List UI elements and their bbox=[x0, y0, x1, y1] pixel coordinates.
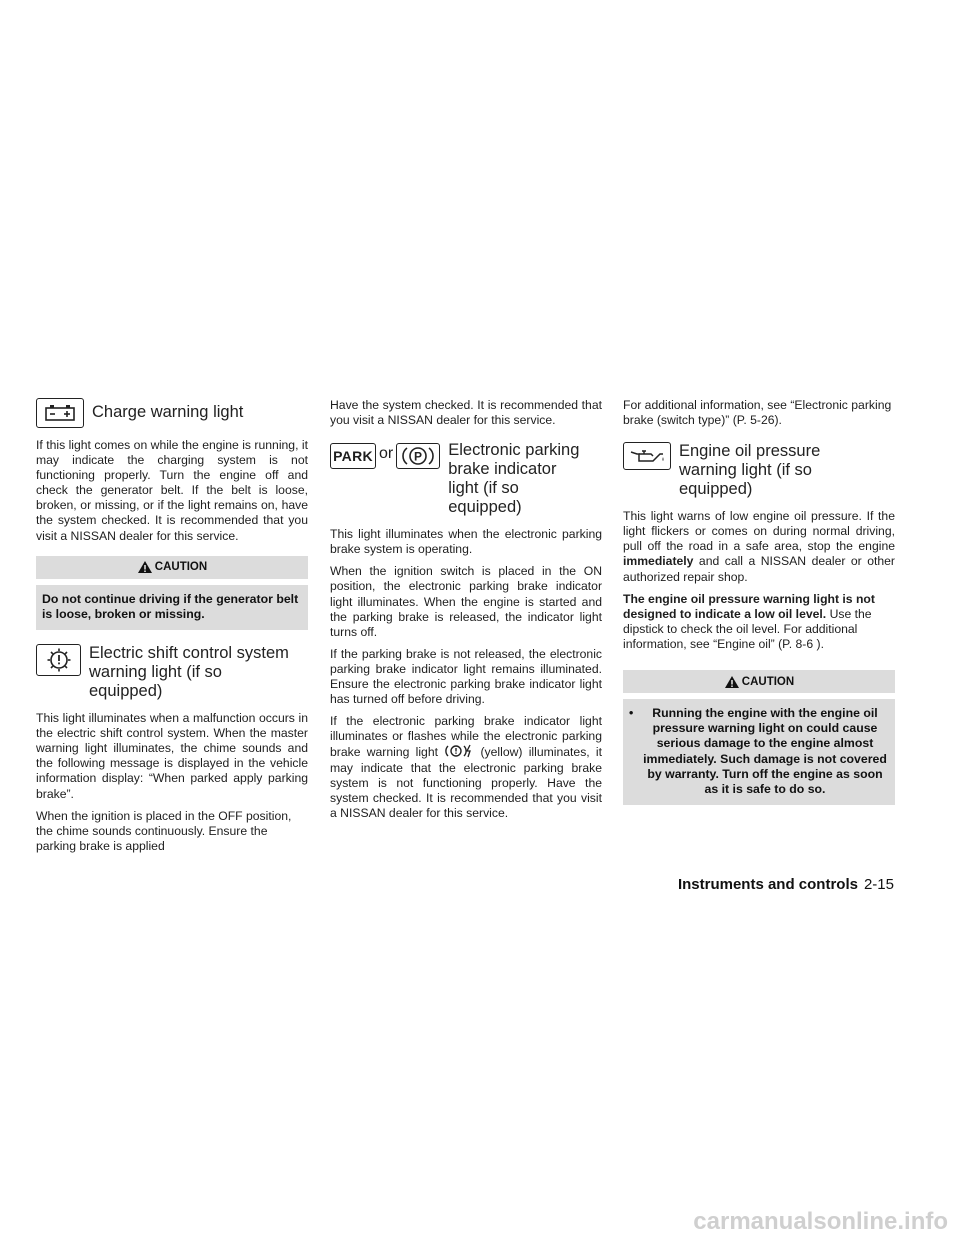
oil-para-1-bold: immediately bbox=[623, 554, 694, 569]
shift-title-line1: Electric shift control system bbox=[89, 644, 289, 663]
oil-heading bbox=[623, 442, 895, 499]
epb-para-4b: (yellow) illuminates, it may indicate that the electronic parking brake system is not functioning properly. Have the system checked. It is recommended that you visit a NISSAN dealer for this service. bbox=[330, 745, 603, 820]
oil-title-line2: warning light (if so bbox=[679, 461, 812, 480]
page-number: 2-15 bbox=[863, 876, 894, 893]
shift-heading bbox=[36, 644, 308, 701]
epb-para-3: If the parking brake is not released, the electronic parking brake indicator light remains illuminated. Ensure the electronic parking brake indicator light has turned off before driving. bbox=[330, 646, 602, 707]
caution-label: CAUTION bbox=[154, 561, 208, 574]
oil-title-line1: Engine oil pressure bbox=[679, 442, 821, 461]
epb-para-4 bbox=[330, 714, 602, 821]
charge-body: If this light comes on while the engine is running, it may indicate the charging system is not functioning properly. Turn the engine off and check the generator belt. If the belt is loose, broken, or missing, or if the light remains on, have the system checked. It is recommended that you visit a NISSAN dealer for this service. bbox=[36, 438, 308, 543]
shift-para-2: When the ignition is placed in the OFF position, the chime sounds continuously. Ensure the parking brake is applied bbox=[36, 808, 292, 853]
watermark: carmanualsonline.info bbox=[693, 1208, 948, 1235]
caution-header bbox=[36, 556, 308, 579]
epb-title-line1: Electronic parking bbox=[448, 441, 580, 460]
charge-title: Charge warning light bbox=[92, 403, 244, 421]
col3-intro: For additional information, see “Electronic parking brake (switch type)” (P. 5-26). bbox=[623, 398, 892, 428]
epb-para-4a: If the electronic parking brake indicator light illuminates or flashes while the electronic parking brake warning light bbox=[330, 714, 602, 760]
battery-icon bbox=[36, 398, 84, 428]
column-1 bbox=[36, 398, 308, 861]
caution-bullet-item bbox=[629, 706, 889, 797]
park-icon bbox=[330, 443, 376, 469]
epb-heading bbox=[330, 441, 602, 517]
charge-heading bbox=[36, 398, 308, 428]
caution-box-generator bbox=[36, 556, 308, 630]
park-icon-text: PARK bbox=[333, 448, 373, 465]
epb-para-1: This light illuminates when the electronic parking brake system is operating. bbox=[330, 527, 602, 557]
epb-title bbox=[448, 441, 579, 517]
shift-title bbox=[89, 644, 289, 701]
epb-title-line4: equipped) bbox=[448, 498, 522, 517]
oil-para-1-post: and call a NISSAN dealer or other authorized repair shop. bbox=[623, 554, 895, 584]
epb-title-line2: brake indicator bbox=[448, 460, 557, 479]
shift-para-1: This light illuminates when a malfunction occurs in the electric shift control system. When the master warning light illuminates, the chime sounds and the following message is displayed in the vehicle information display: “When parked apply parking brake”. bbox=[36, 711, 308, 801]
p-icon-letter: P bbox=[414, 449, 423, 464]
column-3 bbox=[623, 398, 895, 819]
oil-can-icon bbox=[623, 442, 671, 470]
oil-title-line3: equipped) bbox=[679, 480, 753, 499]
shift-title-line3: equipped) bbox=[89, 682, 163, 701]
bullet-glyph: • bbox=[629, 706, 634, 721]
epb-title-line3: light (if so bbox=[448, 479, 519, 498]
shift-warning-icon bbox=[36, 644, 81, 676]
oil-para-1-pre: This light warns of low engine oil pressure. If the light flickers or comes on during normal driving, pull off the road in a safe area, stop the engine bbox=[623, 509, 895, 554]
oil-title bbox=[679, 442, 820, 499]
warning-triangle-icon bbox=[724, 675, 740, 689]
or-text: or bbox=[379, 445, 394, 463]
oil-para-2 bbox=[623, 592, 895, 652]
section-title: Instruments and controls bbox=[677, 876, 858, 893]
warning-triangle-icon bbox=[137, 560, 153, 574]
caution-box-oil bbox=[623, 670, 895, 805]
oil-para-2-rest: Use the dipstick to check the oil level. For additional information, see “Engine oil” (P. 8-6 ). bbox=[623, 606, 872, 651]
col2-intro: Have the system checked. It is recommended that you visit a NISSAN dealer for this service. bbox=[330, 398, 602, 428]
brake-warning-icon bbox=[444, 744, 474, 758]
oil-para-1 bbox=[623, 509, 895, 584]
page-footer bbox=[678, 876, 894, 893]
shift-title-line2: warning light (if so bbox=[89, 663, 222, 682]
caution-label: CAUTION bbox=[741, 675, 795, 688]
parking-brake-p-icon bbox=[396, 443, 440, 469]
column-2 bbox=[330, 398, 602, 828]
caution-text: Do not continue driving if the generator belt is loose, broken or missing. bbox=[36, 585, 308, 630]
caution-header bbox=[623, 670, 895, 693]
epb-para-2: When the ignition switch is placed in the ON position, the electronic parking brake indicator light illuminates. When the engine is started and the parking brake is released, the indicator light turns off. bbox=[330, 564, 602, 639]
caution-text: Running the engine with the engine oil pressure warning light on could cause serious damage to the engine almost immediately. Such damage is not covered by warranty. Turn off the engine as soon as it is safe to do so. bbox=[643, 706, 887, 797]
caution-body-oil bbox=[623, 699, 895, 805]
oil-para-2-bold: The engine oil pressure warning light is not designed to indicate a low oil level. bbox=[623, 591, 875, 621]
